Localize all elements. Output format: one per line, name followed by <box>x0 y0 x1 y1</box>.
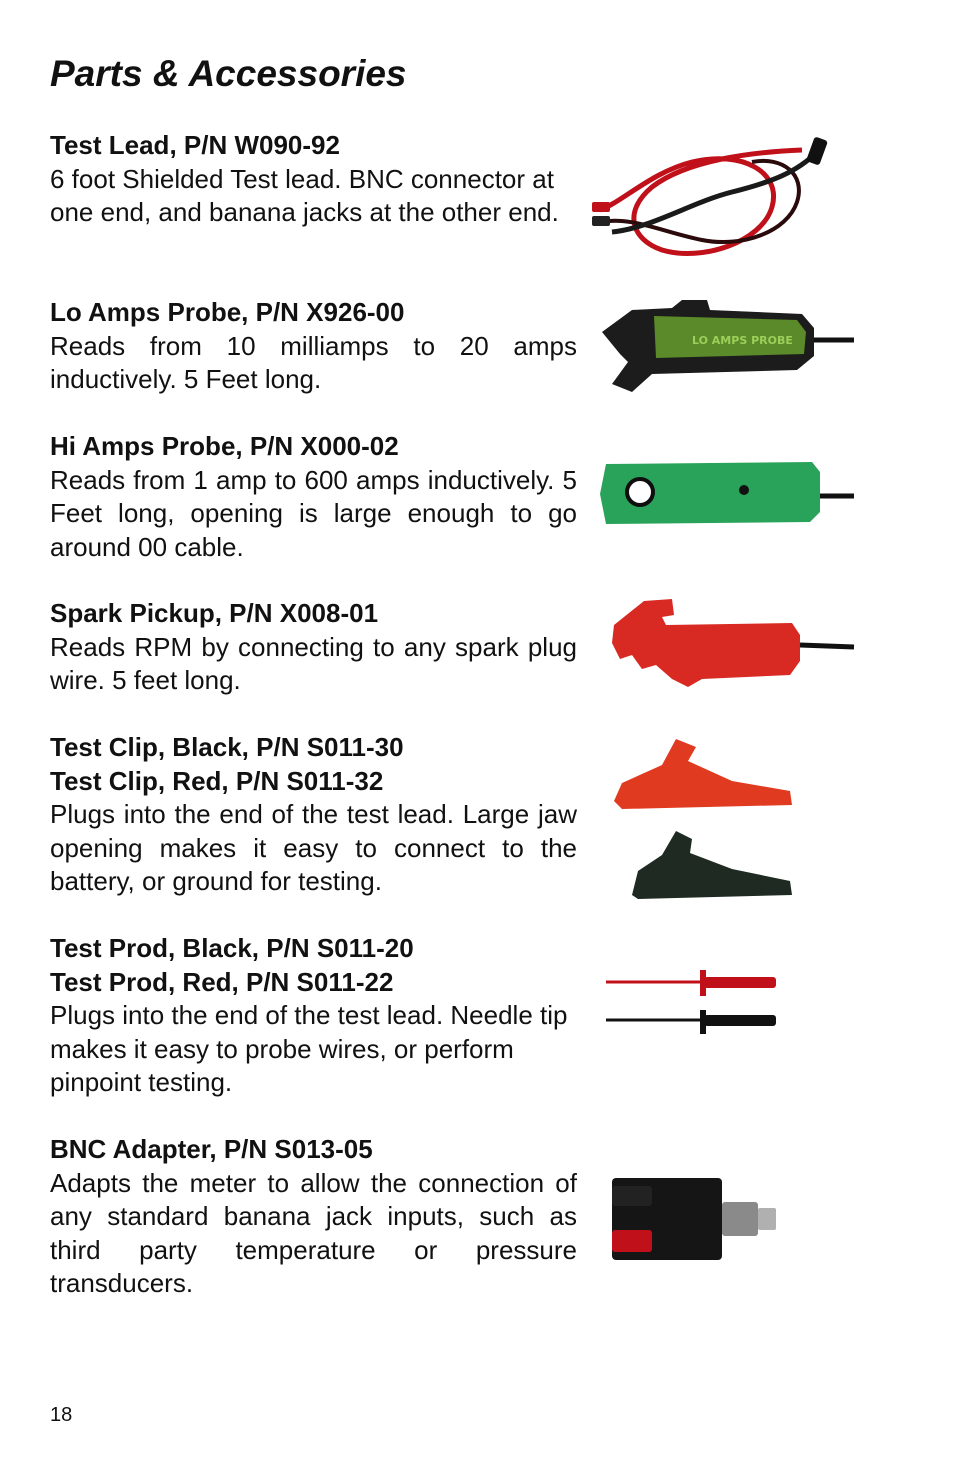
test-prods-icon <box>592 962 862 1042</box>
test-clips-image <box>592 735 812 905</box>
item-heading: Test Clip, Red, P/N S011-32 <box>50 765 384 796</box>
spark-pickup-icon <box>592 595 862 690</box>
item-heading: Test Clip, Black, P/N S011-30 <box>50 732 404 762</box>
item-heading: BNC Adapter, P/N S013-05 <box>50 1134 373 1164</box>
page-number: 18 <box>50 1404 73 1426</box>
item-heading: Test Lead, P/N W090-92 <box>50 130 340 160</box>
item-description: Reads from 10 milliamps to 20 amps inductively. 5 Feet long. <box>50 330 577 394</box>
black-banana-jack <box>612 1186 652 1206</box>
black-prod-handle <box>704 1015 776 1026</box>
item-heading: Spark Pickup, P/N X008-01 <box>50 598 379 628</box>
probe-button <box>739 485 749 495</box>
bnc-connector <box>806 136 828 165</box>
item-description: 6 foot Shielded Test lead. BNC connector at one end, and banana jacks at the other end. <box>50 163 559 227</box>
pickup-cable <box>800 645 854 647</box>
red-banana-jack <box>612 1230 652 1252</box>
accessory-entry-bnc-adapter <box>50 1133 577 1301</box>
test-clips-icon <box>592 735 862 905</box>
page-title: Parts & Accessories <box>50 53 407 94</box>
item-heading: Test Prod, Red, P/N S011-22 <box>50 966 394 997</box>
banana-plug-black <box>592 216 610 226</box>
item-heading: Lo Amps Probe, P/N X926-00 <box>50 297 405 327</box>
accessory-entry-lo-amps-probe <box>50 296 577 397</box>
lo-amps-probe-icon <box>592 292 862 397</box>
item-heading: Hi Amps Probe, P/N X000-02 <box>50 431 399 461</box>
probe-label-text: LO AMPS PROBE <box>692 334 793 347</box>
black-alligator-clip <box>632 831 792 899</box>
item-description: Adapts the meter to allow the connection of any standard banana jack inputs, such as third party temperature or pressure transducers. <box>50 1167 577 1298</box>
item-description: Plugs into the end of the test lead. Large jaw opening makes it easy to connect to the battery, or ground for testing. <box>50 799 577 896</box>
accessory-entry-test-lead <box>50 129 577 230</box>
test-lead-icon <box>592 132 862 282</box>
bnc-connector-tip <box>758 1208 776 1230</box>
item-description: Reads RPM by connecting to any spark plug wire. 5 feet long. <box>50 631 577 695</box>
item-description: Plugs into the end of the test lead. Needle tip makes it easy to probe wires, or perform pinpoint testing. <box>50 1000 568 1097</box>
lo-amps-probe-image <box>592 292 857 397</box>
accessory-entry-test-prods <box>50 932 577 1100</box>
spark-pickup-image <box>592 595 857 690</box>
banana-plug-red <box>592 202 610 212</box>
red-alligator-clip <box>614 739 792 809</box>
item-heading: Test Prod, Black, P/N S011-20 <box>50 933 414 963</box>
test-prods-image <box>592 962 792 1042</box>
bnc-connector <box>722 1202 758 1236</box>
accessory-entry-spark-pickup <box>50 597 577 698</box>
accessory-entry-test-clips <box>50 731 577 899</box>
bnc-adapter-icon <box>592 1172 862 1272</box>
red-prod-handle <box>704 977 776 988</box>
hi-amps-probe-image <box>592 450 857 540</box>
pickup-body <box>612 599 800 687</box>
bnc-adapter-image <box>592 1172 792 1272</box>
accessory-entry-hi-amps-probe <box>50 430 577 564</box>
hi-amps-probe-icon <box>592 450 862 540</box>
item-description: Reads from 1 amp to 600 amps inductively. 5 Feet long, opening is large enough to go around 00 cable. <box>50 464 577 562</box>
test-lead-image <box>592 132 852 282</box>
jaw-opening <box>627 479 653 505</box>
